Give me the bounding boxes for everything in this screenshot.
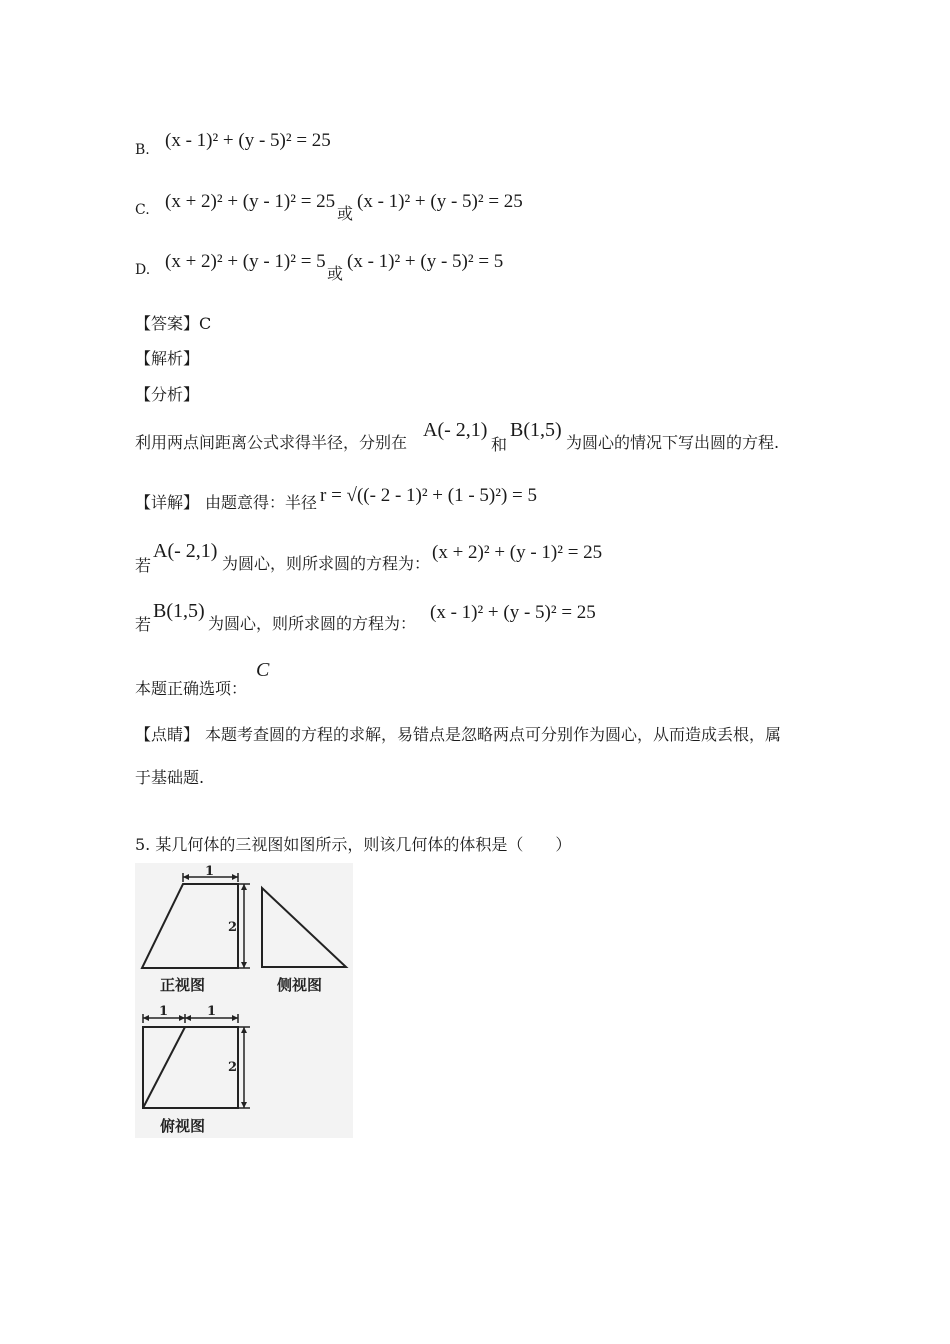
side-view-shape [262,888,346,967]
question-5-text: 5. 某几何体的三视图如图所示，则该几何体的体积是（ ） [135,835,572,854]
analysis-heading: 【解析】 [135,349,200,368]
three-view-figure [135,863,353,1138]
dianjing-heading: 【点睛】 [135,725,200,744]
front-view-label: 正视图 [160,976,206,994]
option-c-equation-1: (x + 2)² + (y - 1)² = 25 [165,191,336,212]
case-b-text: 为圆心，则所求圆的方程为： [208,614,417,633]
fenxi-text-part1: 利用两点间距离公式求得半径，分别在 [135,433,408,452]
fenxi-text-part3: 为圆心的情况下写出圆的方程. [566,433,780,452]
top-dim-1-right: 1 [207,1004,217,1019]
side-view-label: 侧视图 [277,976,323,994]
case-a-prefix: 若 [135,556,152,575]
top-view-label: 俯视图 [160,1117,206,1135]
case-a-text: 为圆心，则所求圆的方程为： [222,554,431,573]
dianjing-line-2: 于基础题. [135,768,205,787]
answer-line: 【答案】C [135,314,212,333]
top-dim-2: 2 [228,1060,238,1075]
fenxi-point-b: B(1,5) [510,419,562,441]
fenxi-point-a: A(- 2,1) [423,419,488,441]
case-b-prefix: 若 [135,615,152,634]
option-b-equation: (x - 1)² + (y - 5)² = 25 [165,130,331,151]
front-view-shape [142,884,238,968]
top-dim-1-left: 1 [159,1004,169,1019]
fenxi-text-part2: 和 [491,435,508,454]
detail-heading: 【详解】 [135,493,200,512]
option-d-or: 或 [327,264,344,283]
fenxi-heading: 【分析】 [135,385,200,404]
option-d-equation-1: (x + 2)² + (y - 1)² = 5 [165,251,326,272]
case-a-equation: (x + 2)² + (y - 1)² = 25 [432,542,603,563]
option-b-label: B. [135,142,150,158]
option-c-label: C. [135,202,150,218]
option-d-label: D. [135,262,151,278]
front-dim-2: 2 [228,920,238,935]
radius-formula: r = √((- 2 - 1)² + (1 - 5)²) = 5 [320,485,537,506]
option-c-or: 或 [337,204,354,223]
option-d-equation-2: (x - 1)² + (y - 5)² = 5 [347,251,504,272]
case-b-point: B(1,5) [153,600,205,622]
detail-text: 由题意得：半径 [205,493,318,512]
option-c-equation-2: (x - 1)² + (y - 5)² = 25 [357,191,523,212]
dianjing-line-1: 本题考查圆的方程的求解，易错点是忽略两点可分别作为圆心，从而造成丢根，属 [205,725,782,744]
correct-option-choice: C [256,659,270,681]
correct-option-text: 本题正确选项： [135,679,248,698]
front-dim-1: 1 [205,864,215,879]
case-a-point: A(- 2,1) [153,540,218,562]
case-b-equation: (x - 1)² + (y - 5)² = 25 [430,602,596,623]
top-view-shape [143,1027,238,1108]
